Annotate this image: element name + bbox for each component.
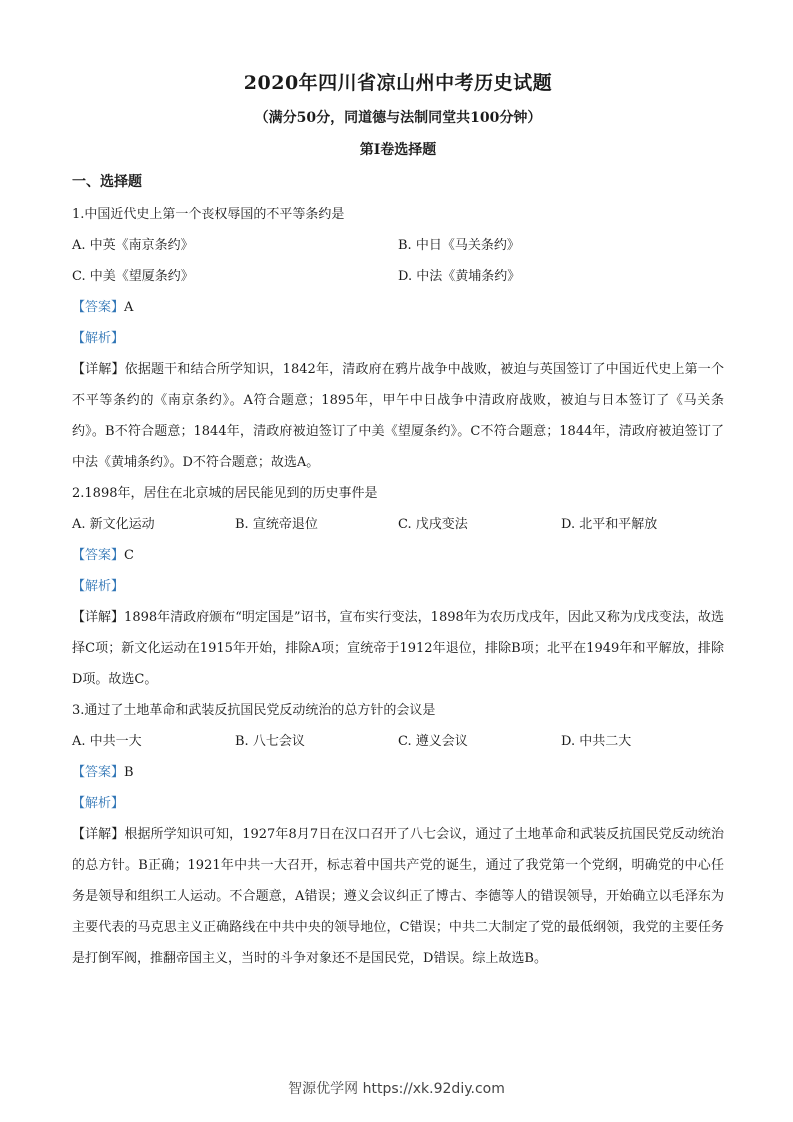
answer-line	[72, 292, 724, 323]
option-b: B. 八七会议	[235, 734, 305, 749]
detail-paragraph	[72, 819, 724, 974]
question-2	[72, 478, 724, 695]
options-grid	[72, 509, 724, 540]
option-d: D. 北平和平解放	[561, 517, 658, 532]
page-title: 2020年四川省凉山州中考历史试题	[243, 72, 553, 94]
options-grid	[72, 230, 724, 292]
page-subtitle: （满分50分，同道德与法制同堂共100分钟）	[254, 110, 542, 126]
analysis-tag: 【解析】	[72, 331, 125, 346]
section-heading: 一、选择题	[72, 174, 142, 190]
options-grid	[72, 726, 724, 757]
volume-heading: 第Ⅰ卷选择题	[359, 142, 437, 158]
option-b: B. 中日《马关条约》	[398, 238, 520, 253]
answer-value: A	[124, 300, 134, 315]
option-c: C. 戊戌变法	[398, 517, 468, 532]
question-1	[72, 199, 724, 478]
answer-tag: 【答案】	[72, 548, 125, 563]
detail-text: 依据题干和结合所学知识，1842年，清政府在鸦片战争中战败，被迫与英国签订了中国近代史上第一个不平等条约的《南京条约》。A符合题意；1895年，甲午中日战争中清政府战败，被迫与日本签订了《马关条约》。B不符合题意；1844年，清政府被迫签订了中美《望厦条约》。C不符合题意；1844年，清政府被迫签订了中法《黄埔条约》。D不符合题意；故选A。	[72, 362, 724, 470]
detail-paragraph	[72, 602, 724, 695]
option-a: A. 中英《南京条约》	[72, 238, 194, 253]
detail-text: 1898年清政府颁布“明定国是”诏书，宣布实行变法，1898年为农历戊戌年，因此又称为戊戌变法，故选择C项；新文化运动在1915年开始，排除A项；宣统帝于1912年退位，排除B项；北平在1949年和平解放，排除D项。故选C。	[72, 610, 724, 687]
analysis-tag: 【解析】	[72, 796, 125, 811]
analysis-tag: 【解析】	[72, 579, 125, 594]
option-a: A. 中共一大	[72, 734, 142, 749]
answer-value: C	[124, 548, 134, 563]
option-b: B. 宣统帝退位	[235, 517, 318, 532]
answer-tag: 【答案】	[72, 300, 125, 315]
question-stem: 2.1898年，居住在北京城的居民能见到的历史事件是	[72, 486, 378, 501]
answer-value: B	[124, 765, 134, 780]
option-d: D. 中法《黄埔条约》	[398, 269, 521, 284]
answer-tag: 【答案】	[72, 765, 125, 780]
answer-line	[72, 540, 724, 571]
option-c: C. 遵义会议	[398, 734, 468, 749]
option-c: C. 中美《望厦条约》	[72, 269, 194, 284]
detail-tag: 【详解】	[72, 827, 125, 842]
document-page	[72, 64, 724, 974]
detail-tag: 【详解】	[72, 362, 125, 377]
question-stem: 3.通过了土地革命和武装反抗国民党反动统治的总方针的会议是	[72, 703, 436, 718]
question-3	[72, 695, 724, 974]
detail-text: 根据所学知识可知，1927年8月7日在汉口召开了八七会议，通过了土地革命和武装反抗国民党反动统治的总方针。B正确；1921年中共一大召开，标志着中国共产党的诞生，通过了我党第一个党纲，明确党的中心任务是领导和组织工人运动。不合题意，A错误；遵义会议纠正了博古、李德等人的错误领导，开始确立以毛泽东为主要代表的马克思主义正确路线在中共中央的领导地位，C错误；中共二大制定了党的最低纲领，我党的主要任务是打倒军阀，推翻帝国主义，当时的斗争对象还不是国民党，D错误。综上故选B。	[72, 827, 724, 966]
detail-tag: 【详解】	[72, 610, 125, 625]
option-d: D. 中共二大	[561, 734, 632, 749]
answer-line	[72, 757, 724, 788]
footer-watermark: 智源优学网 https://xk.92diy.com	[288, 1081, 505, 1097]
option-a: A. 新文化运动	[72, 517, 155, 532]
detail-paragraph	[72, 354, 724, 478]
question-stem: 1.中国近代史上第一个丧权辱国的不平等条约是	[72, 207, 345, 222]
